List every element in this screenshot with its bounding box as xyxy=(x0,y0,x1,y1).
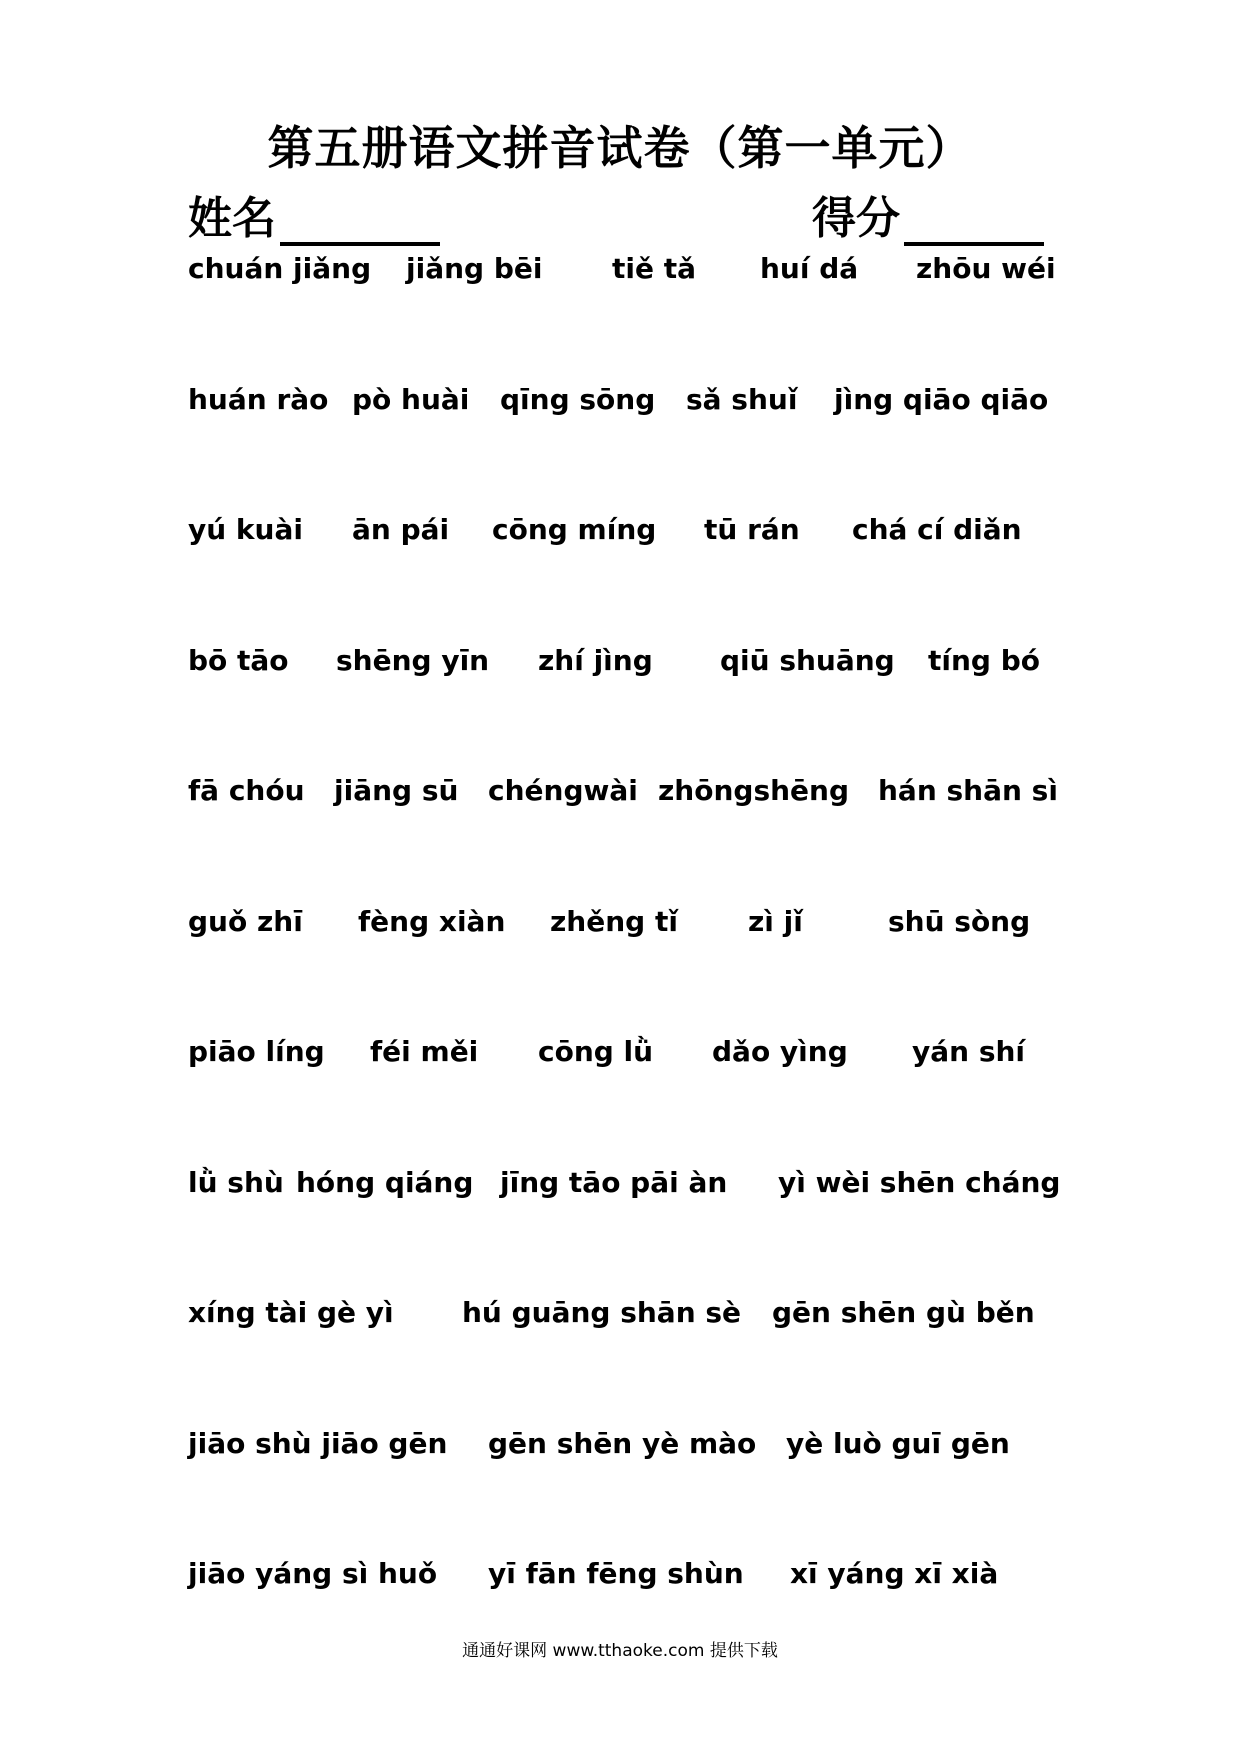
score-label: 得分 xyxy=(812,193,900,244)
pinyin-word: gēn shēn gù běn xyxy=(772,1296,1035,1329)
pinyin-word: cōng lǜ xyxy=(538,1035,654,1068)
pinyin-word: jiāo yáng sì huǒ xyxy=(188,1557,438,1590)
pinyin-word: yī fān fēng shùn xyxy=(488,1557,744,1590)
pinyin-row xyxy=(188,1557,1058,1688)
pinyin-word: tiě tǎ xyxy=(612,252,696,285)
pinyin-word: féi měi xyxy=(370,1035,479,1068)
pinyin-word: huán rào xyxy=(188,382,329,416)
pinyin-row xyxy=(188,383,1058,514)
pinyin-row xyxy=(188,644,1058,775)
pinyin-word: cōng míng xyxy=(492,513,657,546)
pinyin-word: dǎo yìng xyxy=(712,1035,848,1068)
pinyin-word: yán shí xyxy=(912,1035,1026,1068)
name-blank-line[interactable] xyxy=(280,198,440,246)
pinyin-row xyxy=(188,252,1058,383)
pinyin-row xyxy=(188,1035,1058,1166)
pinyin-word: hán shān sì xyxy=(878,774,1058,807)
pinyin-word: jiāng sū xyxy=(334,774,459,807)
pinyin-word: yú kuài xyxy=(188,513,303,546)
pinyin-word: zhěng tǐ xyxy=(550,904,678,938)
pinyin-word: tíng bó xyxy=(928,643,1040,677)
pinyin-word: tū rán xyxy=(704,513,800,546)
pinyin-word: fèng xiàn xyxy=(358,904,506,938)
score-field xyxy=(812,182,1044,246)
name-field xyxy=(188,182,440,246)
pinyin-word: sǎ shuǐ xyxy=(686,382,798,416)
pinyin-row xyxy=(188,513,1058,644)
pinyin-word: zhōngshēng xyxy=(658,774,850,807)
pinyin-word: jiāo shù jiāo gēn xyxy=(188,1426,448,1460)
pinyin-word: huí dá xyxy=(760,252,859,285)
pinyin-word: xíng tài gè yì xyxy=(188,1296,394,1329)
pinyin-word: bō tāo xyxy=(188,643,289,677)
pinyin-row xyxy=(188,774,1058,905)
pinyin-word: piāo líng xyxy=(188,1035,325,1068)
pinyin-word: hóng qiáng xyxy=(296,1165,474,1199)
pinyin-word: jìng qiāo qiāo xyxy=(834,382,1049,416)
page-title: 第五册语文拼音试卷（第一单元） xyxy=(267,121,973,175)
pinyin-word: gēn shēn yè mào xyxy=(488,1426,757,1460)
pinyin-word: zhōu wéi xyxy=(916,252,1056,285)
pinyin-word: yì wèi shēn cháng xyxy=(778,1165,1061,1199)
pinyin-row xyxy=(188,905,1058,1036)
name-label: 姓名 xyxy=(188,193,276,244)
pinyin-word: qīng sōng xyxy=(500,382,656,416)
score-blank-line[interactable] xyxy=(904,198,1044,246)
pinyin-word: yè luò guī gēn xyxy=(786,1426,1010,1460)
pinyin-row xyxy=(188,1296,1058,1427)
pinyin-word: shēng yīn xyxy=(336,643,490,677)
pinyin-word: chuán jiǎng xyxy=(188,252,372,285)
pinyin-word: ān pái xyxy=(352,513,450,546)
pinyin-word: lǜ shù xyxy=(188,1165,284,1199)
pinyin-word: chéngwài xyxy=(488,774,638,807)
pinyin-word: jīng tāo pāi àn xyxy=(500,1165,728,1199)
pinyin-word: fā chóu xyxy=(188,774,305,807)
pinyin-word: hú guāng shān sè xyxy=(462,1296,742,1329)
pinyin-word: pò huài xyxy=(352,382,470,416)
pinyin-word: jiǎng bēi xyxy=(406,252,543,285)
pinyin-row xyxy=(188,1427,1058,1558)
pinyin-word: shū sòng xyxy=(888,904,1031,938)
pinyin-word: chá cí diǎn xyxy=(852,513,1022,546)
pinyin-word: xī yáng xī xià xyxy=(790,1557,999,1590)
pinyin-word: zì jǐ xyxy=(748,904,803,938)
pinyin-word: qiū shuāng xyxy=(720,643,895,677)
footer-credit: 通通好课网 www.tthaoke.com 提供下载 xyxy=(462,1641,778,1661)
pinyin-list xyxy=(188,252,1061,1688)
pinyin-row xyxy=(188,1165,1061,1297)
pinyin-word: guǒ zhī xyxy=(188,904,303,938)
pinyin-word: zhí jìng xyxy=(538,643,653,677)
